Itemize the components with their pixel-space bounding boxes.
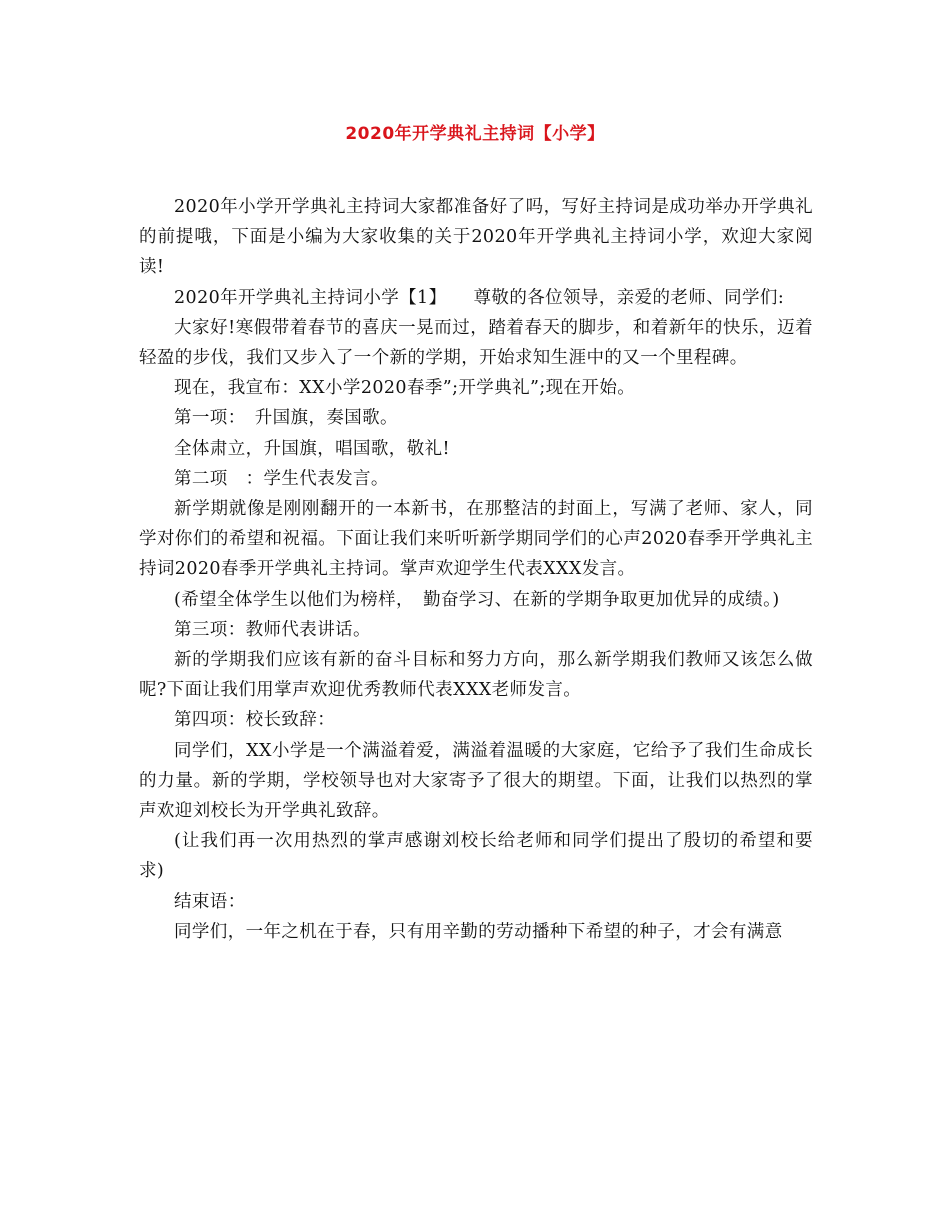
item-one-paragraph: 第一项： 升国旗，奏国歌。 bbox=[174, 408, 398, 429]
closing-paragraph: 同学们，一年之机在于春，只有用辛勤的劳动播种下希望的种子，才会有满意 bbox=[174, 921, 783, 942]
student-speech-paragraph: 新学期就像是刚刚翻开的一本新书，在那整洁的封面上，写满了老师、家人，同学对你们的希望和祝福。下面让我们来听听新学期同学们的心声2020春季开学典礼主持词2020春季开学典礼主持词。掌声欢迎学生代表XXX发言。 bbox=[139, 499, 813, 580]
document-body bbox=[139, 192, 813, 947]
item-two-paragraph: 第二项 ：学生代表发言。 bbox=[174, 468, 389, 489]
teacher-speech-paragraph: 新的学期我们应该有新的奋斗目标和努力方向，那么新学期我们教师又该怎么做呢?下面让我们用掌声欢迎优秀教师代表XXX老师发言。 bbox=[139, 650, 813, 701]
announcement-paragraph: 现在，我宣布：XX小学2020春季”;开学典礼”;现在开始。 bbox=[174, 378, 636, 399]
section-heading-paragraph: 2020年开学典礼主持词小学【1】 尊敬的各位领导，亲爱的老师、同学们: bbox=[174, 287, 785, 308]
intro-paragraph: 2020年小学开学典礼主持词大家都准备好了吗，写好主持词是成功举办开学典礼的前提哦，下面是小编为大家收集的关于2020年开学典礼主持词小学，欢迎大家阅读! bbox=[139, 197, 813, 278]
greeting-paragraph: 大家好!寒假带着春节的喜庆一晃而过，踏着春天的脚步，和着新年的快乐，迈着轻盈的步伐，我们又步入了一个新的学期，开始求知生涯中的又一个里程碑。 bbox=[139, 317, 813, 369]
item-four-paragraph: 第四项：校长致辞： bbox=[174, 710, 336, 731]
student-note-paragraph: (希望全体学生以他们为榜样， 勤奋学习、在新的学期争取更加优异的成绩。) bbox=[174, 589, 780, 610]
document-title: 2020年开学典礼主持词【小学】 bbox=[345, 124, 605, 144]
flag-ceremony-paragraph: 全体肃立，升国旗，唱国歌，敬礼! bbox=[174, 438, 450, 459]
principal-thanks-paragraph: (让我们再一次用热烈的掌声感谢刘校长给老师和同学们提出了殷切的希望和要求) bbox=[139, 831, 813, 882]
item-three-paragraph: 第三项：教师代表讲话。 bbox=[174, 619, 371, 640]
principal-intro-paragraph: 同学们，XX小学是一个满溢着爱，满溢着温暖的大家庭，它给予了我们生命成长的力量。新的学期，学校领导也对大家寄予了很大的期望。下面，让我们以热烈的掌声欢迎刘校长为开学典礼致辞。 bbox=[139, 740, 813, 822]
closing-heading-paragraph: 结束语： bbox=[174, 891, 246, 912]
